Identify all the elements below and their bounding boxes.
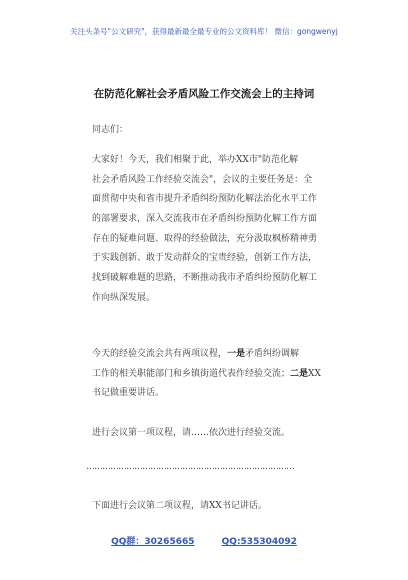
agenda-text: 工作的相关职能部门和乡镇街道代表作经验交流； bbox=[92, 368, 291, 379]
agenda-text: 矛盾纠纷调解 bbox=[245, 349, 300, 359]
paragraph-opening bbox=[92, 151, 324, 309]
paragraph-line: 下面进行会议第二项议程，请XX书记讲话。 bbox=[92, 501, 267, 511]
agenda-text: XX bbox=[308, 368, 321, 379]
paragraph-line: 社会矛盾风险工作经验交流会"，会议的主要任务是：全 bbox=[92, 174, 313, 185]
document-title: 在防范化解社会矛盾风险工作交流会上的主持词 bbox=[93, 88, 315, 100]
paragraph-line: 大家好！今天，我们相聚于此，举办XX市"防范化解 bbox=[92, 155, 298, 165]
agenda-item-one-label: 一是 bbox=[227, 349, 246, 359]
salutation: 同志们： bbox=[92, 125, 129, 135]
paragraph-line: 的部署要求，深入交流我市在矛盾纠纷预防化解工作方面 bbox=[92, 214, 318, 225]
paragraph-line: 书记做重要讲话。 bbox=[92, 388, 165, 399]
ellipsis-divider: …………………………………………………………………… bbox=[86, 462, 294, 472]
paragraph-line bbox=[92, 345, 324, 365]
qq-group-link[interactable]: QQ群：30265665 bbox=[111, 537, 195, 547]
paragraph-line: 进行会议第一项议程，请……依次进行经验交流。 bbox=[92, 428, 291, 438]
footer-contact bbox=[0, 534, 408, 547]
agenda-text: 今天的经验交流会共有两项议程， bbox=[92, 349, 228, 359]
paragraph-line: 找到破解难题的思路，不断推动我市矛盾纠纷预防化解工 bbox=[92, 273, 318, 284]
paragraph-agenda bbox=[92, 345, 324, 404]
paragraph-line bbox=[92, 365, 324, 385]
paragraph-line: 作向纵深发展。 bbox=[92, 292, 156, 303]
header-banner: 关注头条号"公文研究"，获得最新最全最专业的公文资料库！ 微信：gongwenyj bbox=[70, 27, 338, 36]
qq-link[interactable]: QQ:535304092 bbox=[221, 537, 297, 547]
paragraph-second-agenda bbox=[92, 497, 324, 517]
paragraph-line: 面贯彻中央和省市提升矛盾纠纷预防化解法治化水平工作 bbox=[92, 194, 318, 205]
paragraph-line: 存在的疑难问题、取得的经验做法，充分汲取枫桥精神勇 bbox=[92, 233, 318, 244]
paragraph-line: 于实践创新、敢于发动群众的宝贵经验，创新工作方法， bbox=[92, 253, 318, 264]
agenda-item-two-label: 二是 bbox=[290, 368, 309, 379]
paragraph-first-agenda bbox=[92, 424, 324, 444]
